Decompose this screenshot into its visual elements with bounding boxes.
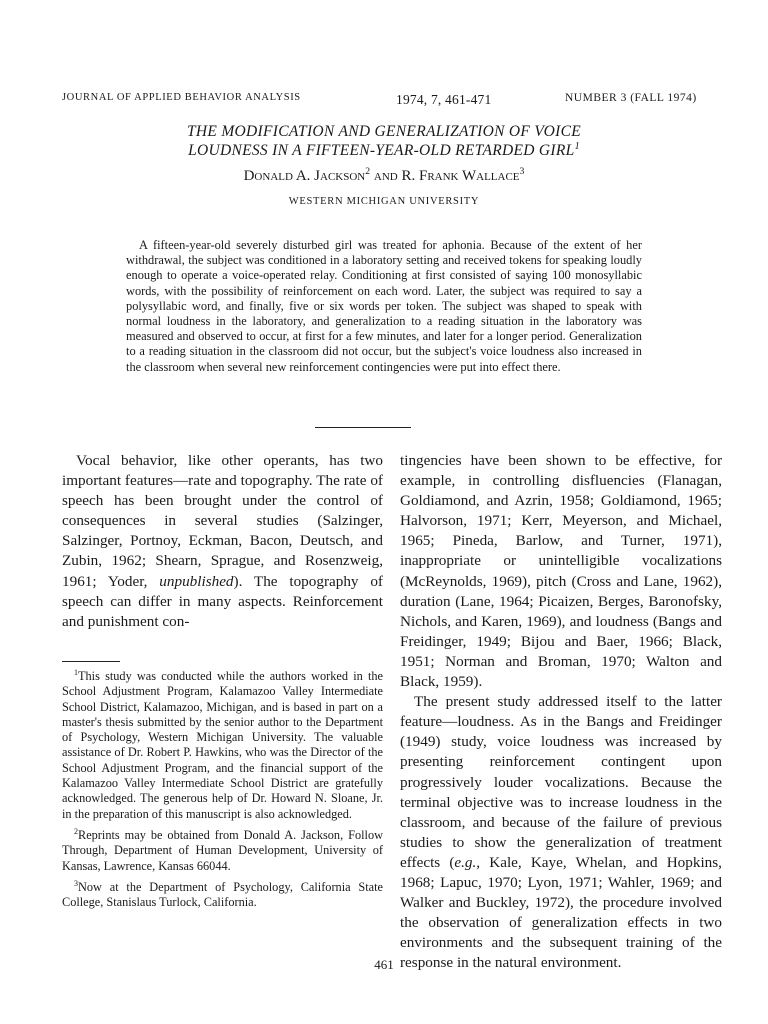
author-line xyxy=(120,168,648,185)
article-title xyxy=(120,122,648,160)
body-right-paragraph-1: tingencies have been shown to be effective, for example, in controlling disfluencies (Flanagan, Goldiamond, and Azrin, 1958; Goldiamond, 1965; Halvorson, 1971; Kerr, Meyerson, and Michael, 1965; Pineda, Barlow, and Turner, 1971), inappropriate or unintelligible vocalizations (McReynolds, 1969), pitch (Cross and Lane, 1962), duration (Lane, 1964; Picaizen, Berges, Baronofsky, Nichols, and Karen, 1969), and loudness (Bangs and Freidinger, 1949; Bijou and Baer, 1966; Black, 1951; Norman and Broman, 1970; Walton and Black, 1959). xyxy=(400,452,722,691)
body-right-paragraph-2 xyxy=(400,692,722,973)
footnote-2-mark: 2 xyxy=(74,826,78,836)
body-left-italic: unpublished xyxy=(159,572,234,590)
body-left-column xyxy=(62,451,383,632)
footnote-3-mark: 3 xyxy=(74,878,78,888)
body-right-column xyxy=(400,451,722,973)
page-number: 461 xyxy=(374,957,394,972)
section-divider xyxy=(315,427,411,428)
title-line-2-text: LOUDNESS IN A FIFTEEN-YEAR-OLD RETARDED GIRL xyxy=(188,142,575,159)
footnote-2 xyxy=(62,828,383,874)
body-left-text-2: ). The topography of speech can differ in many aspects. Reinforcement and punishment con- xyxy=(62,572,383,630)
footnote-1-mark: 1 xyxy=(74,667,78,677)
issue-number: NUMBER 3 (FALL 1974) xyxy=(565,92,697,104)
affiliation: WESTERN MICHIGAN UNIVERSITY xyxy=(288,196,480,207)
footnote-3 xyxy=(62,880,383,911)
journal-name: JOURNAL OF APPLIED BEHAVIOR ANALYSIS xyxy=(62,92,301,103)
body-left-text-1: Vocal behavior, like other operants, has two important features—rate and topography. The rate of speech has been brought under the control of consequences in several studies (Salzinger, Salzinger, Portnoy, Eckman, Bacon, Deutsch, and Zubin, 1962; Shearn, Sprague, and Rosenzweig, 1961; Yoder, xyxy=(62,452,383,590)
title-line-1: THE MODIFICATION AND GENERALIZATION OF VOICE xyxy=(186,123,582,140)
author-2: R. Frank Wallace xyxy=(401,168,520,184)
footnote-3-text: Now at the Department of Psychology, California State College, Stanislaus Turlock, California. xyxy=(62,879,383,910)
abstract: A fifteen-year-old severely disturbed girl was treated for aphonia. Because of the extent of her withdrawal, the subject was conditioned in a laboratory setting and received tokens for speaking loudly enough to operate a voice-operated relay. Conditioning at first consisted of saying 100 monosyllabic words, with the possibility of reinforcement on each word. Later, the subject was required to say a polysyllabic word, and finally, five or six words per token. The subject was shaped to speak with normal loudness in the laboratory, and generalization to a reading situation in the laboratory was measured and observed to occur, at first for a few minutes, and later for a longer period. Generalization to a reading situation in the classroom did not occur, but the subject's voice loudness also increased in the classroom when several new reinforcement contingencies were put into effect there. xyxy=(126,238,642,374)
footnote-1-text: This study was conducted while the authors worked in the School Adjustment Program, Kalamazoo Valley Intermediate School District, Kalamazoo, Michigan, and is based in part on a master's thesis submitted by the senior author to the Department of Psychology, Western Michigan University. The valuable assistance of Dr. Robert P. Hawkins, who was the Director of the School Adjustment Program, and the financial support of the Kalamazoo Valley Intermediate School District are gratefully acknowledged. The generous help of Dr. Howard N. Sloane, Jr. in the preparation of this manuscript is also acknowledged. xyxy=(62,669,383,821)
body-right-text-1: The present study addressed itself to the latter feature—loudness. As in the Bangs and Freidinger (1949) study, voice loudness was increased by presenting reinforcement contingent upon progressively louder vocalizations. Because the terminal objective was to increase loudness in the classroom, and because of the failure of previous studies to show the generalization of treatment effects ( xyxy=(400,693,722,871)
body-right-text-2: Kale, Kaye, Whelan, and Hopkins, 1968; Lapuc, 1970; Lyon, 1971; Wahler, 1969; and Walker and Buckley, 1972), the procedure involved the observation of generalization effects in two environments and the subsequent training of the response in the natural environment. xyxy=(400,853,722,972)
title-footnote-mark: 1 xyxy=(574,140,580,152)
title-line-2 xyxy=(120,141,648,160)
footnote-1 xyxy=(62,669,383,822)
author-2-mark: 3 xyxy=(519,166,525,177)
footnote-2-text: Reprints may be obtained from Donald A. Jackson, Follow Through, Department of Human Development, University of Kansas, Lawrence, Kansas 66044. xyxy=(62,827,383,873)
author-1: Donald A. Jackson xyxy=(243,168,366,184)
citation: 1974, 7, 461-471 xyxy=(396,92,492,107)
footnote-divider xyxy=(62,661,120,662)
footnotes xyxy=(62,669,383,916)
author-conjunction: and xyxy=(370,168,402,184)
body-right-italic: e.g., xyxy=(454,853,481,871)
author-1-mark: 2 xyxy=(365,166,371,177)
